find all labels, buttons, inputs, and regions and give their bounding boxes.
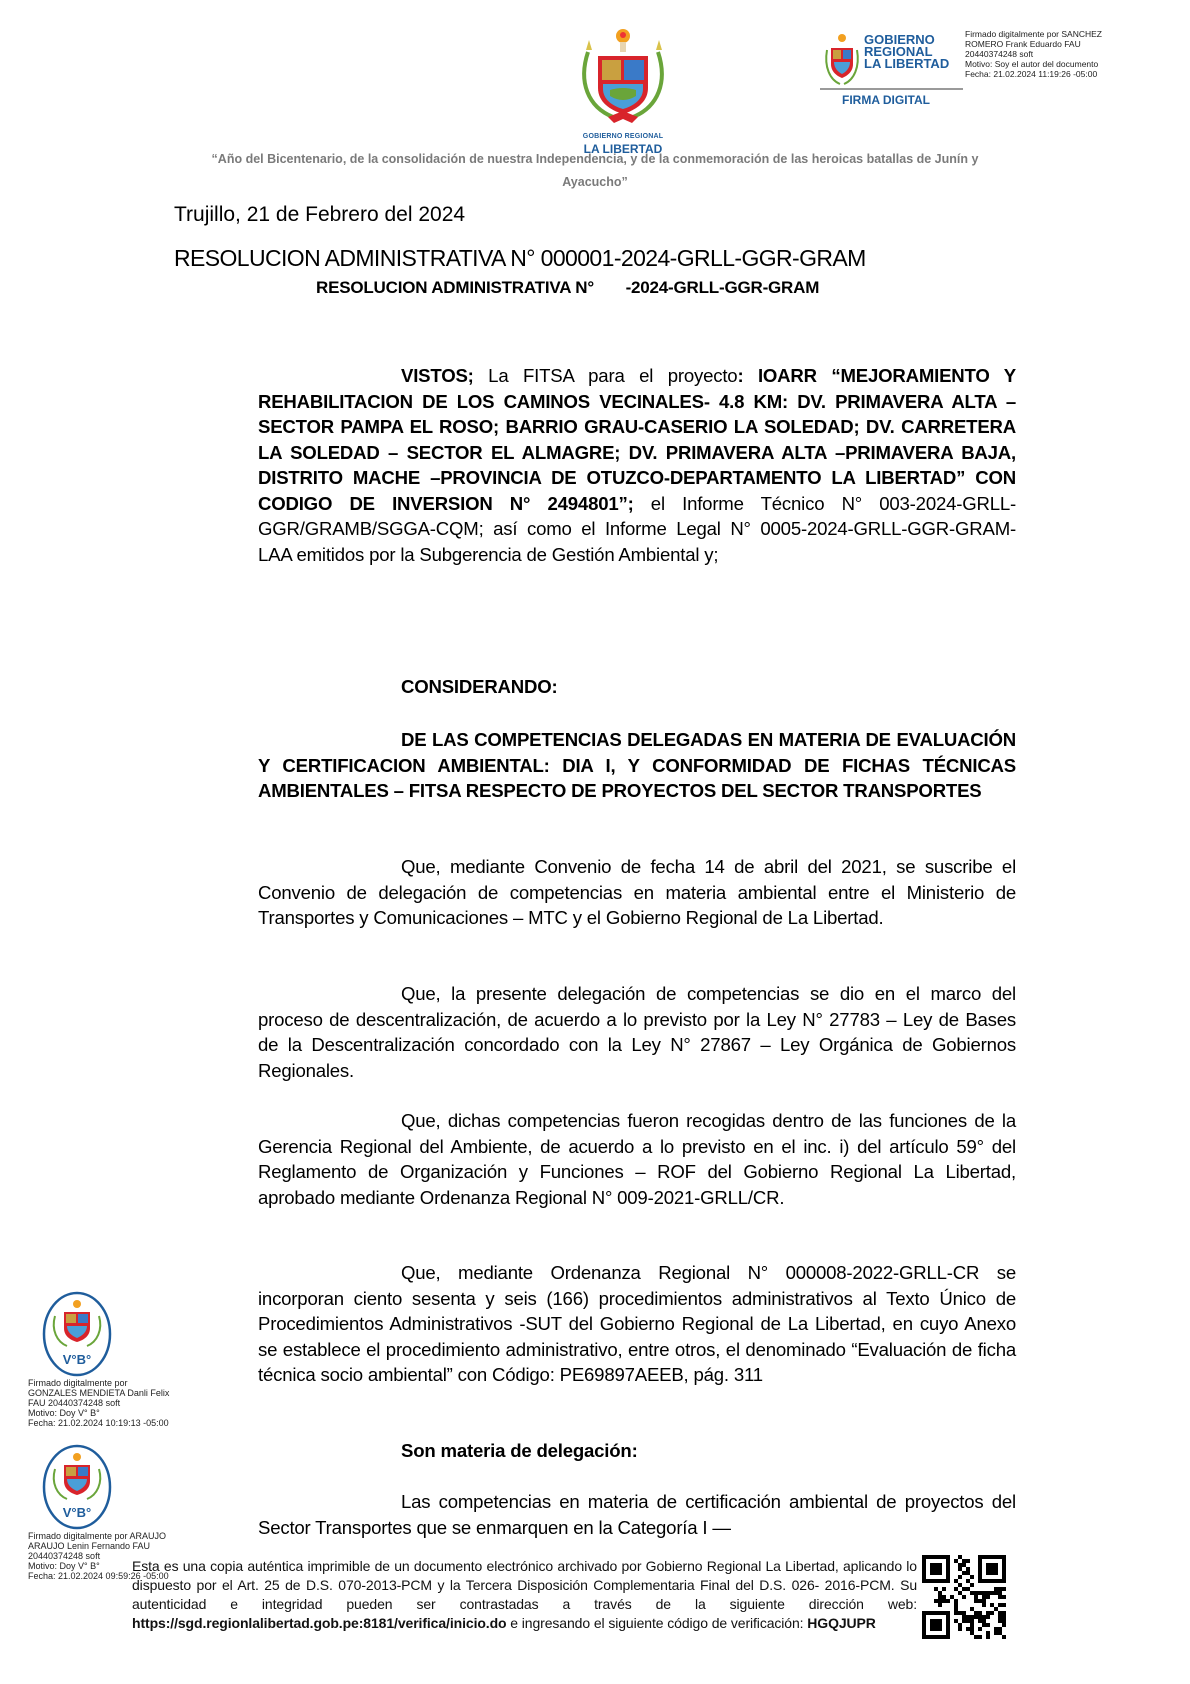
brand-line1: GOBIERNO: [864, 32, 935, 47]
verification-url[interactable]: https://sgd.regionlalibertad.gob.pe:8181/verifica/inicio.do: [132, 1615, 507, 1631]
regional-coat-of-arms-icon: [568, 22, 678, 132]
paragraph-2: Que, la presente delegación de competencias se dio en el marco del proceso de descentralización, de acuerdo a lo previsto por la Ley N° 27783 – Ley de Bases de la Descentralización concordado con la Ley N° 27867 – Ley Orgánica de Gobiernos Regionales.: [258, 983, 1016, 1081]
footer-text1: Esta es una copia auténtica imprimible de un documento electrónico archivado por Gobierno Regional La Libertad, aplicando lo dispuesto por el Art. 25 de D.S. 070-2013-PCM y la Tercera Disposición Complementaria Final del D.S. 026- 2016-PCM. Su autenticidad e integridad pueden ser contrastadas a través de la siguiente dirección web:: [132, 1558, 917, 1612]
vobo-stamp-text: V°B°: [62, 1352, 92, 1367]
paragraph-5: Las competencias en materia de certificación ambiental de proyectos del Sector Transportes que se enmarquen en la Categoría I —: [258, 1491, 1016, 1538]
year-motto: [150, 148, 1040, 194]
approval-1-details: Firmado digitalmente por GONZALES MENDIETA Danli Felix FAU 20440374248 soft Motivo: Doy V° B° Fecha: 21.02.2024 10:19:13 -05:00: [28, 1378, 170, 1428]
paragraph-1: Que, mediante Convenio de fecha 14 de abril del 2021, se suscribe el Convenio de delegación de competencias en materia ambiental entre el Ministerio de Transportes y Comunicaciones – MTC y el Gobierno Regional de La Libertad.: [258, 856, 1016, 928]
signature-brand: [864, 34, 949, 70]
paragraph-3: Que, dichas competencias fueron recogidas dentro de las funciones de la Gerencia Regional del Ambiente, de acuerdo a lo previsto en el inc. i) del artículo 59° del Reglamento de Organización y Funciones – ROF del Gobierno Regional La Libertad, aprobado mediante Ordenanza Regional N° 009-2021-GRLL/CR.: [258, 1110, 1016, 1208]
vobo-seal-icon: [41, 1290, 113, 1378]
footer-text2: e ingresando el siguiente código de verificación:: [506, 1615, 808, 1631]
verification-code: HGQJUPR: [807, 1615, 876, 1631]
signature-coat-of-arms-icon: [822, 32, 862, 90]
approval-stamp-1: [25, 1290, 200, 1430]
vistos-project: : IOARR “MEJORAMIENTO Y REHABILITACION DE LOS CAMINOS VECINALES- 4.8 KM: DV. PRIMAVERA ALTA –SECTOR PAMPA EL ROSO; BARRIO GRAU-CASERIO LA SOLEDAD; DV. CARRETERA LA SOLEDAD – SECTOR EL ALMAGRE; DV. PRIMAVERA ALTA –PRIMAVERA BAJA, DISTRITO MACHE –PROVINCIA DE OTUZCO-DEPARTAMENTO LA LIBERTAD” CON CODIGO DE INVERSION N° 2494801”;: [258, 365, 1016, 514]
signature-divider: [820, 88, 963, 90]
paragraph-4: Que, mediante Ordenanza Regional N° 000008-2022-GRLL-CR se incorporan ciento sesenta y seis (166) procedimientos administrativos al Texto Único de Procedimientos Administrativos -SUT del Gobierno Regional de La Libertad, en cuyo Anexo se establece el procedimiento administrativo, entre otros, el denominado “Evaluación de ficha técnica socio ambiental” con Código: PE69897AEEB, pág. 311: [258, 1262, 1016, 1385]
vobo-stamp-text: V°B°: [62, 1505, 92, 1520]
vistos-text2: el Informe Técnico N° 003-2024-GRLL-GGR/GRAMB/SGGA-CQM; así como el Informe Legal N° 0005-2024-GRLL-GGR-GRAM-LAA emitidos por la Subgerencia de Gestión Ambiental y;: [258, 492, 1016, 565]
vobo-seal-icon: [41, 1443, 113, 1531]
considerando-heading: CONSIDERANDO:: [401, 676, 558, 697]
logo-text-line1: GOBIERNO REGIONAL: [582, 133, 664, 140]
qr-code-icon: [922, 1555, 1006, 1639]
firma-digital-badge: FIRMA DIGITAL: [842, 93, 930, 107]
resolution-title: RESOLUCION ADMINISTRATIVA N° 000001-2024-GRLL-GGR-GRAM: [174, 245, 866, 271]
resolution-subtitle: RESOLUCION ADMINISTRATIVA N° -2024-GRLL-GGR-GRAM: [316, 278, 820, 297]
motto-line1: “Año del Bicentenario, de la consolidación de nuestra Independencia, y de la conmemoración de las heroicas batallas de Junín y: [211, 152, 979, 166]
brand-line3: LA LIBERTAD: [864, 56, 950, 71]
digital-signature-block: [820, 28, 1180, 108]
brand-line2: REGIONAL: [864, 44, 933, 59]
vistos-label: VISTOS;: [401, 365, 474, 386]
vistos-paragraph: [258, 363, 1016, 567]
section-heading: DE LAS COMPETENCIAS DELEGADAS EN MATERIA DE EVALUACIÓN Y CERTIFICACION AMBIENTAL: DIA I, Y CONFORMIDAD DE FICHAS TÉCNICAS AMBIENTALES – FITSA RESPECTO DE PROYECTOS DEL SECTOR TRANSPORTES: [258, 729, 1016, 801]
motto-line2: Ayacucho”: [562, 175, 628, 189]
authenticity-footer: [132, 1557, 917, 1633]
signature-details: Firmado digitalmente por SANCHEZ ROMERO Frank Eduardo FAU 20440374248 soft Motivo: Soy el autor del documento Fecha: 21.02.2024 11:19:26 -05:00: [965, 29, 1102, 79]
approval-2-details: Firmado digitalmente por ARAUJO ARAUJO Lenin Fernando FAU 20440374248 soft Motivo: Doy V° B° Fecha: 21.02.2024 09:59:26 -05:00: [28, 1531, 169, 1581]
document-date: Trujillo, 21 de Febrero del 2024: [174, 203, 466, 226]
logo-text-line2: LA LIBERTAD: [583, 142, 663, 156]
vistos-text1: La FITSA para el proyecto: [473, 365, 738, 386]
delegation-heading: Son materia de delegación:: [401, 1440, 638, 1461]
